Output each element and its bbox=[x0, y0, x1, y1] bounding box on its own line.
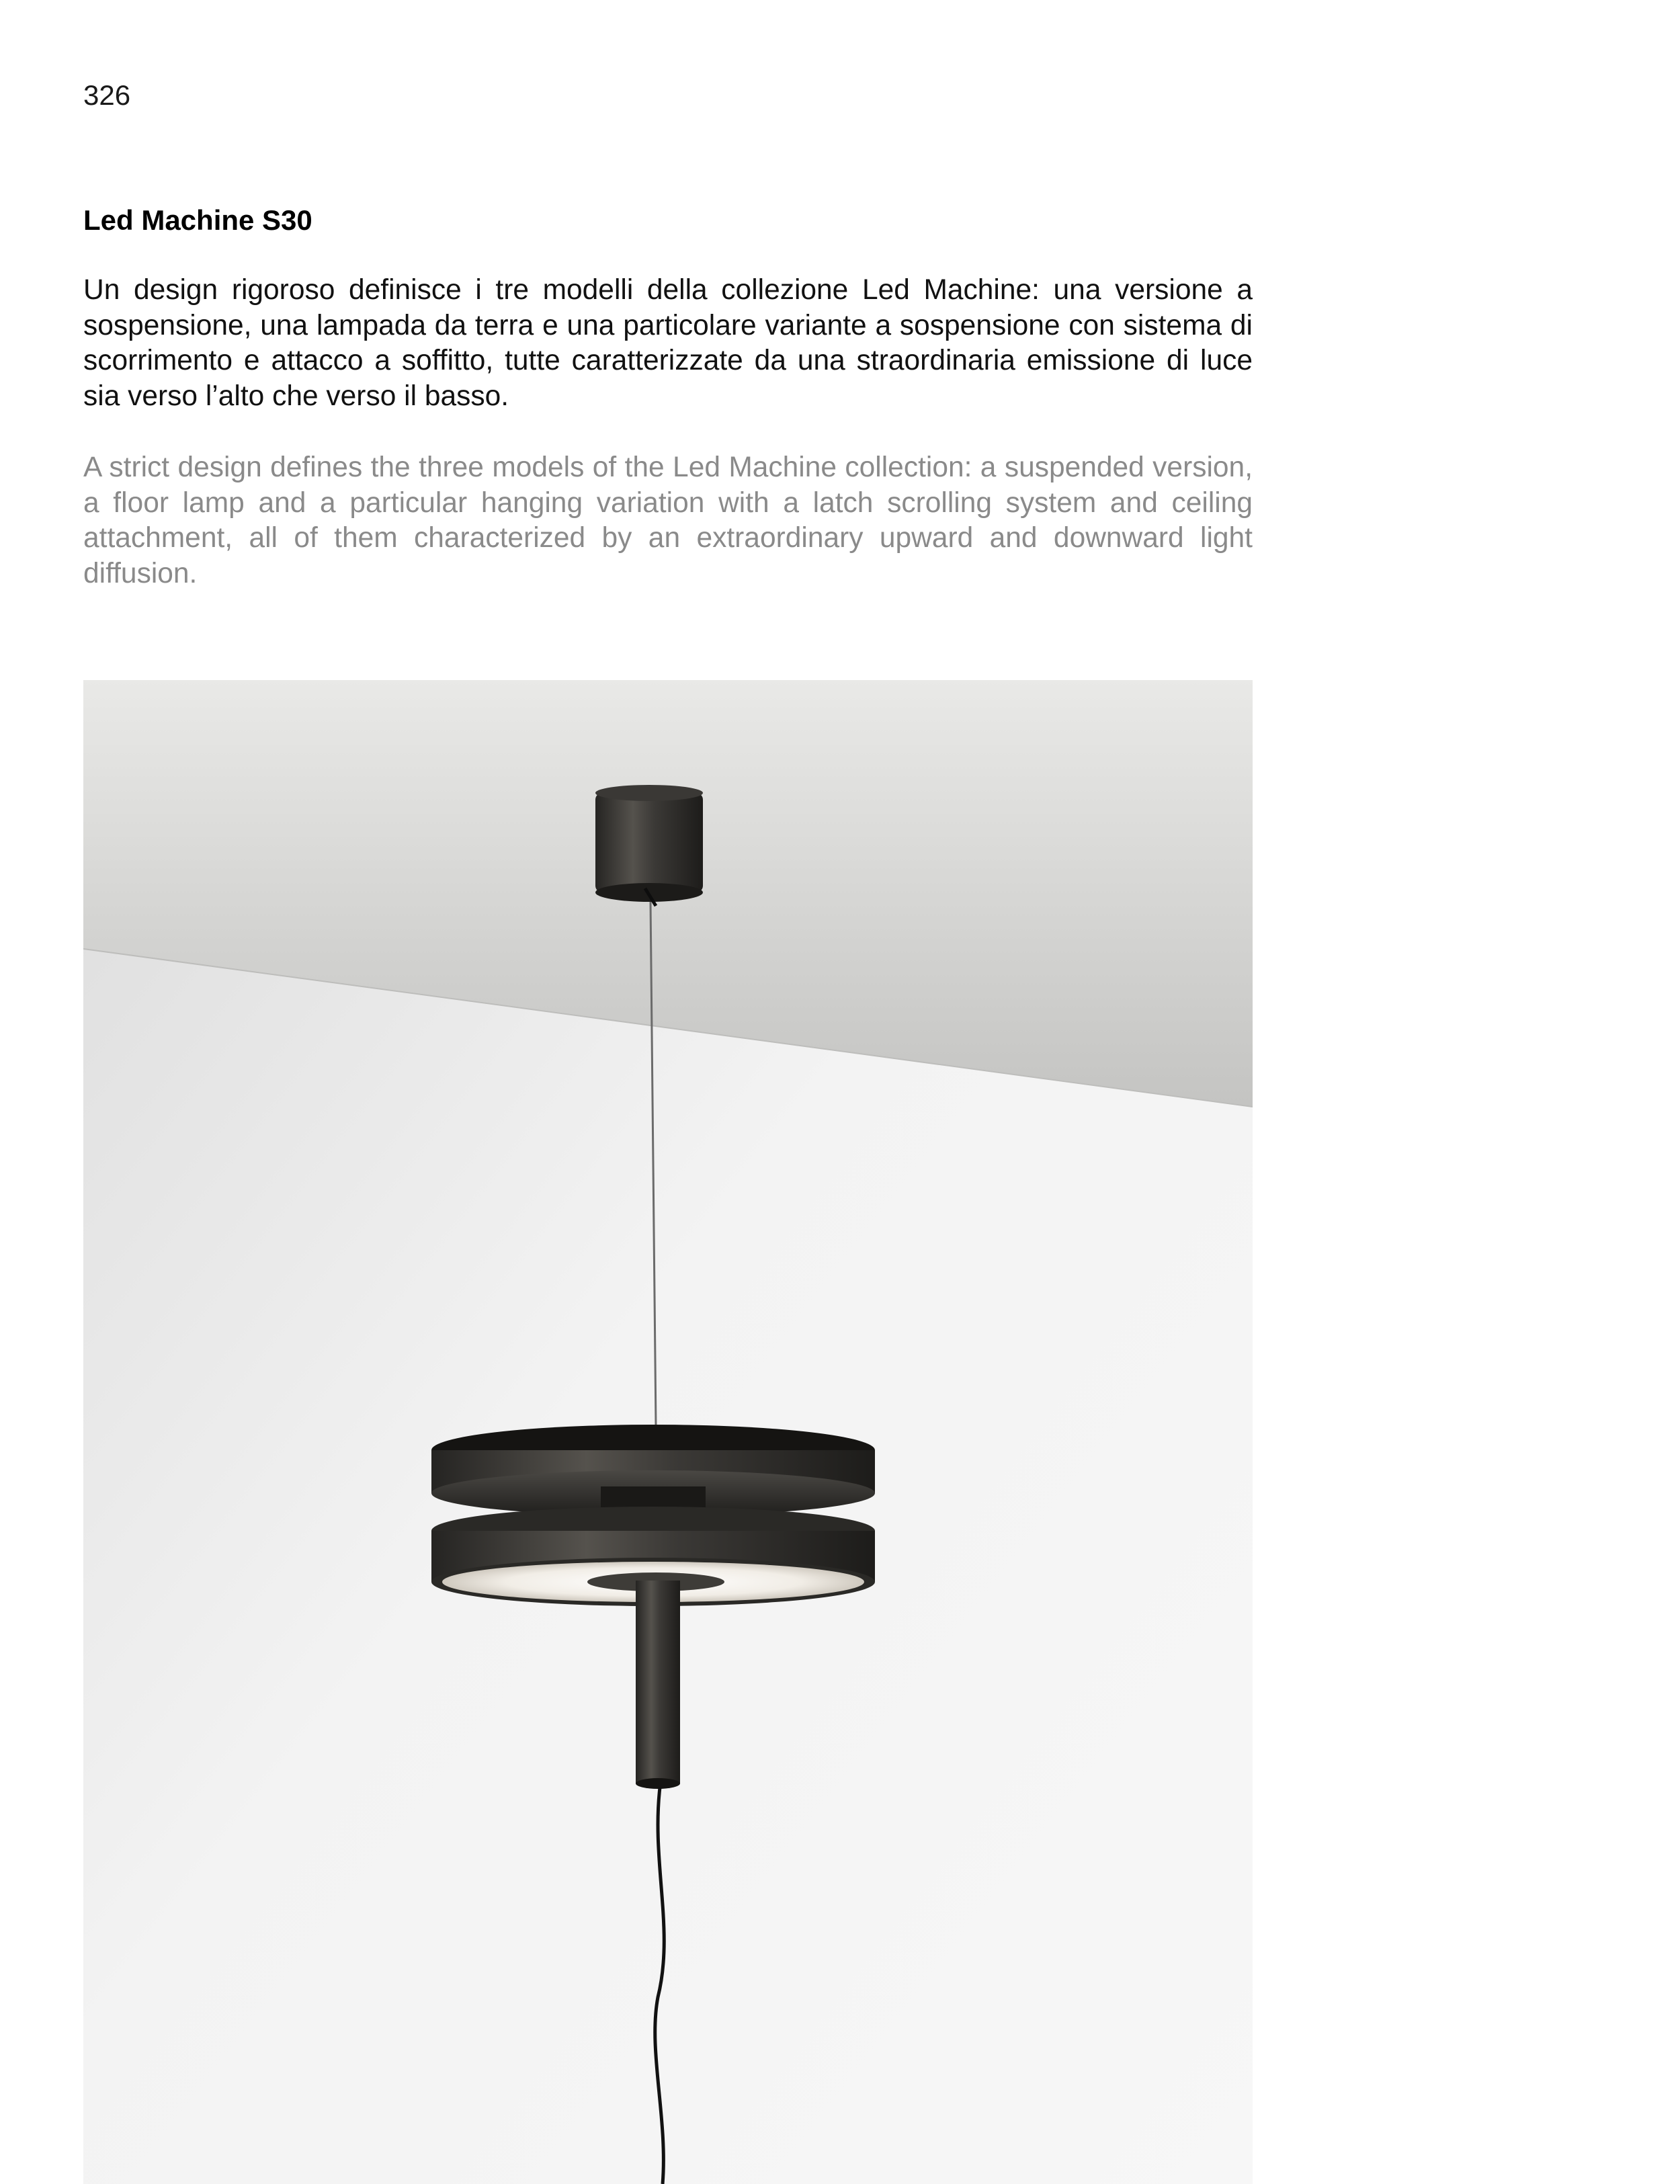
product-photo bbox=[83, 680, 1253, 2184]
description-italian: Un design rigoroso definisce i tre modelli della collezione Led Machine: una versione a sospensione, una lampada da terra e una particolare variante a sospensione con sistema di scorrimento e attacco a soffitto, tutte caratterizzate da una straordinaria emissione di luce sia verso l’alto che verso il basso. bbox=[83, 274, 1253, 412]
ceiling-canopy bbox=[595, 785, 703, 906]
description-english: A strict design defines the three models of the Led Machine collection: a suspended version, a floor lamp and a particular hanging variation with a latch scrolling system and ceiling attachment, all of them characterized by an extraordinary upward and downward light diffusion. bbox=[83, 452, 1253, 589]
lamp-stem bbox=[636, 1581, 680, 1789]
product-title: Led Machine S30 bbox=[83, 204, 312, 236]
page-number: 326 bbox=[83, 79, 131, 111]
pendant-lamp-illustration bbox=[83, 680, 1253, 2184]
